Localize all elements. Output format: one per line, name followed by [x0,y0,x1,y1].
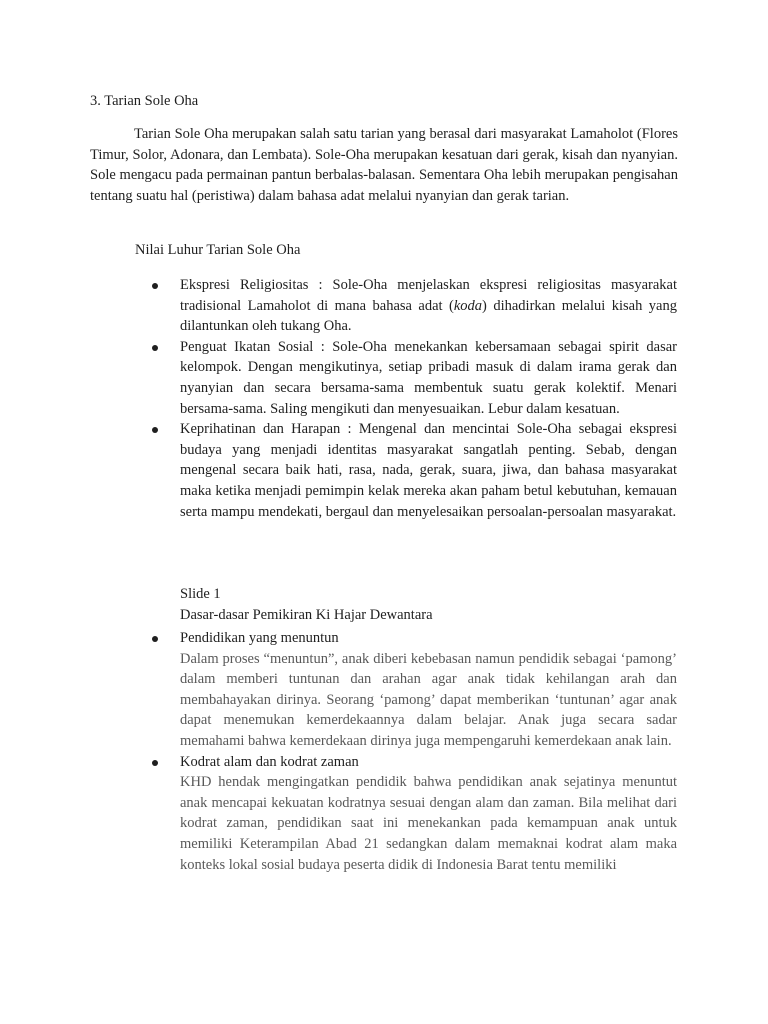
values-heading: Nilai Luhur Tarian Sole Oha [135,242,301,258]
bullet-icon [152,345,158,351]
list-item: Penguat Ikatan Sosial : Sole-Oha menekankan kebersamaan sebagai spirit dasar kelompok. Dengan mengikutinya, setiap pribadi masuk di dalam irama gerak dan nyanyian dan secara bersama-sama membentuk suatu gerak kolektif. Menari bersama-sama. Saling mengikuti dan menyesuaikan. Lebur dalam kesatuan. [135,337,677,419]
slide-title: Dasar-dasar Pemikiran Ki Hajar Dewantara [180,607,433,623]
list-item: Ekspresi Religiositas : Sole-Oha menjelaskan ekspresi religiositas masyarakat tradisional Lamaholot di mana bahasa adat (koda) dihadirkan melalui kisah yang dilantunkan oleh tukang Oha. [135,275,677,337]
item-title: Kodrat alam dan kodrat zaman [180,753,359,770]
slide-list [135,628,677,875]
values-list [135,275,677,522]
intro-text: Tarian Sole Oha merupakan salah satu tarian yang berasal dari masyarakat Lamaholot (Flores Timur, Solor, Adonara, dan Lembata). Sole-Oha merupakan kesatuan dari gerak, kisah dan nyanyian. Sole mengacu pada permainan pantun berbalas-balasan. Sementara Oha lebih merupakan pengisahan tentang suatu hal (peristiwa) dalam bahasa adat melalui nyanyian dan gerak tarian. [90,126,678,204]
list-item [135,628,677,752]
list-item [135,752,677,876]
bullet-icon [152,760,158,766]
section-heading: 3. Tarian Sole Oha [90,93,199,109]
bullet-icon [152,283,158,289]
bullet-icon [152,427,158,433]
slide-label: Slide 1 [180,586,221,602]
item-description: Dalam proses “menuntun”, anak diberi kebebasan namun pendidik sebagai ‘pamong’ dalam memberi tuntunan dan arahan agar anak tidak kehilangan arah dan membahayakan dirinya. Seorang ‘pamong’ dapat memberikan ‘tuntunan’ agar anak dapat menemukan kemerdekaannya dalam belajar. Anak juga secara sadar memahami bahwa kemerdekaan dirinya juga mempengaruhi kemerdekaan anak lain. [180,650,677,749]
bullet-icon [152,636,158,642]
intro-paragraph [90,124,678,206]
item-title: Pendidikan yang menuntun [180,630,339,646]
item-description: KHD hendak mengingatkan pendidik bahwa pendidikan anak sejatinya menuntut anak mencapai kekuatan kodratnya sesuai dengan alam dan zaman. Bila melihat dari kodrat zaman, pendidikan saat ini menekankan pada kemampuan anak untuk memiliki Keterampilan Abad 21 sedangkan dalam memaknai kodrat alam maka konteks lokal sosial budaya peserta didik di Indonesia Barat tentu memiliki [180,774,677,873]
list-item: Keprihatinan dan Harapan : Mengenal dan mencintai Sole-Oha sebagai ekspresi budaya yang menjadi identitas masyarakat sangatlah penting. Sebab, dengan mengenal secara baik hati, rasa, nada, gerak, suara, jiwa, dan bahasa masyarakat maka ketika menjadi pemimpin kelak mereka akan paham betul kebutuhan, kemauan serta mampu mendekati, bergaul dan menyelesaikan persoalan-persoalan masyarakat. [135,419,677,522]
